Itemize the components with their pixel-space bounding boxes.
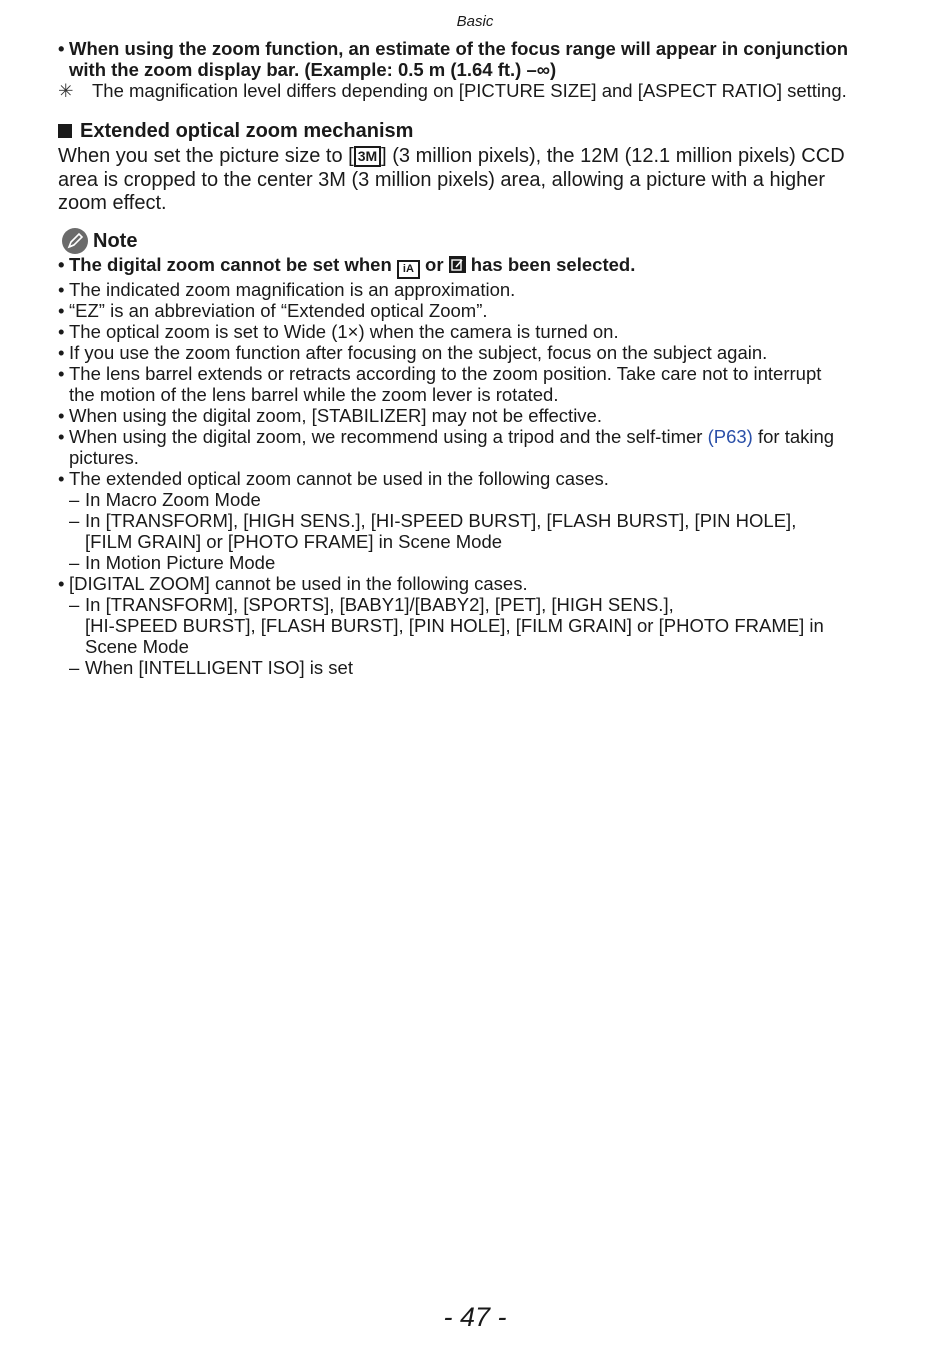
note-item-stabilizer (58, 405, 898, 426)
extended-zoom-intro: The extended optical zoom cannot be used in the following cases. (69, 467, 609, 489)
dash-mark: – (69, 509, 80, 531)
tripod-text-b: for taking (752, 425, 835, 447)
square-bullet-icon (58, 124, 72, 138)
bullet-mark: • (58, 320, 65, 342)
picture-size-3m-icon: 3M (354, 146, 381, 167)
sub-item-text: Scene Mode (85, 635, 189, 657)
page-header: Basic (456, 13, 494, 30)
note-item-extended-zoom (58, 468, 898, 489)
sub-item-text: In [TRANSFORM], [HIGH SENS.], [HI-SPEED BURST], [FLASH BURST], [PIN HOLE], (85, 509, 797, 531)
sub-item (58, 510, 898, 552)
zoom-focus-line-1: When using the zoom function, an estimate of the focus range will appear in conjunction (69, 38, 849, 59)
dash-mark: – (69, 551, 80, 573)
sub-item (58, 552, 898, 573)
dash-mark: – (69, 488, 80, 510)
note-digital-zoom-bullet (58, 254, 898, 279)
page-content (58, 38, 898, 678)
para-text-b: ] (3 million pixels), the 12M (12.1 million pixels) CCD (381, 145, 845, 167)
asterisk-icon: ✳ (58, 80, 74, 101)
stabilizer-text: When using the digital zoom, [STABILIZER] may not be effective. (69, 404, 602, 426)
note-item-digital-zoom (58, 573, 898, 594)
note-item-text: The optical zoom is set to Wide (1×) when the camera is turned on. (69, 320, 619, 342)
note-heading (58, 228, 898, 254)
bullet-mark: • (58, 38, 65, 59)
sub-item-text: In [TRANSFORM], [SPORTS], [BABY1]/[BABY2], [PET], [HIGH SENS.], (85, 593, 674, 615)
lens-barrel-line-1: The lens barrel extends or retracts according to the zoom position. Take care not to interrupt (69, 362, 822, 384)
sub-item (58, 489, 898, 510)
note-item (58, 300, 898, 321)
dash-mark: – (69, 656, 80, 678)
page-63-link[interactable]: (P63) (707, 425, 753, 447)
para-text-a: When you set the picture size to [ (58, 145, 354, 167)
zoom-focus-bullet (58, 38, 898, 80)
bullet-mark: • (58, 299, 65, 321)
dash-mark: – (69, 593, 80, 615)
note-item (58, 279, 898, 300)
sub-item (58, 594, 898, 657)
bullet-mark: • (58, 467, 65, 489)
note-b1-text-c: has been selected. (465, 253, 636, 275)
section-heading (58, 119, 898, 143)
bullet-mark: • (58, 404, 65, 426)
lens-barrel-line-2: the motion of the lens barrel while the zoom lever is rotated. (69, 383, 559, 405)
section-paragraph (58, 145, 898, 216)
section-title: Extended optical zoom mechanism (80, 120, 414, 142)
zoom-focus-line-2: with the zoom display bar. (Example: 0.5 m (1.64 ft.) –∞) (69, 59, 557, 80)
bullet-mark: • (58, 425, 65, 447)
para-line-2: area is cropped to the center 3M (3 million pixels) area, allowing a picture with a higher (58, 168, 826, 191)
note-item (58, 321, 898, 342)
intelligent-auto-icon: iA (397, 260, 420, 279)
note-item (58, 342, 898, 363)
bullet-mark: • (58, 278, 65, 300)
sub-item-text: When [INTELLIGENT ISO] is set (85, 656, 353, 678)
magnification-footnote-text: The magnification level differs depending on [PICTURE SIZE] and [ASPECT RATIO] setting. (92, 80, 847, 101)
note-item-text: If you use the zoom function after focusing on the subject, focus on the subject again. (69, 341, 768, 363)
clipboard-mode-icon (449, 256, 466, 273)
bullet-mark: • (58, 362, 65, 384)
pencil-icon (62, 228, 88, 254)
tripod-text-a: When using the digital zoom, we recommend using a tripod and the self-timer (69, 425, 708, 447)
sub-item-text: In Motion Picture Mode (85, 551, 276, 573)
bullet-mark: • (58, 341, 65, 363)
page-number: - 47 - (443, 1302, 507, 1332)
tripod-line-2: pictures. (69, 446, 139, 468)
sub-item-text: In Macro Zoom Mode (85, 488, 261, 510)
sub-item-text: [HI-SPEED BURST], [FLASH BURST], [PIN HOLE], [FILM GRAIN] or [PHOTO FRAME] in (85, 614, 824, 636)
note-b1-text-a: The digital zoom cannot be set when (69, 253, 397, 275)
note-title: Note (93, 229, 138, 252)
sub-item-text: [FILM GRAIN] or [PHOTO FRAME] in Scene Mode (85, 530, 503, 552)
bullet-mark: • (58, 253, 65, 275)
magnification-footnote (58, 80, 898, 101)
note-item-text: The indicated zoom magnification is an approximation. (69, 278, 516, 300)
note-item-tripod (58, 426, 898, 468)
note-item-lens-barrel (58, 363, 898, 405)
note-item-text: “EZ” is an abbreviation of “Extended optical Zoom”. (69, 299, 488, 321)
para-line-3: zoom effect. (58, 192, 167, 214)
bullet-mark: • (58, 572, 65, 594)
digital-zoom-intro: [DIGITAL ZOOM] cannot be used in the following cases. (69, 572, 528, 594)
note-b1-text-b: or (419, 253, 449, 275)
sub-item (58, 657, 898, 678)
